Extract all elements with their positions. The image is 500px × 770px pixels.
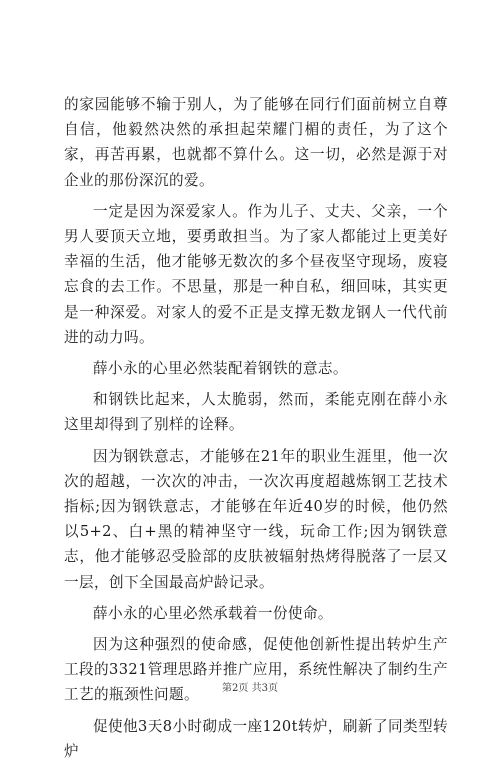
paragraph-1: 的家园能够不输于别人，为了能够在同行们面前树立自尊自信，他毅然决然的承担起荣耀门楣的责任，为了这个家，再苦再累，也就都不算什么。这一切，必然是源于对企业的那份深沉的爱。 xyxy=(64,96,448,189)
paragraph-5: 因为钢铁意志，才能够在21年的职业生涯里，他一次次的超越，一次次的冲击，一次次再度超越炼钢工艺技术指标;因为钢铁意志，才能够在年近40岁的时候，他仍然以5+2、白+黑的精神坚守一线，玩命工作;因为钢铁意志，他才能够忍受脸部的皮肤被辐射热烤得脱落了一层又一层，创下全国最高炉龄记录。 xyxy=(64,447,448,591)
paragraph-7: 因为这种强烈的使命感，促使他创新性提出转炉生产工段的3321管理思路并推广应用，系统性解决了制约生产工艺的瓶颈性问题。 xyxy=(64,636,448,704)
document-body xyxy=(64,92,448,770)
paragraph-6: 薛小永的心里必然承载着一份使命。 xyxy=(93,604,333,622)
page-footer: 第2页 共3页 xyxy=(222,683,278,694)
paragraph-4: 和钢铁比起来，人太脆弱，然而，柔能克刚在薛小永这里却得到了别样的诠释。 xyxy=(64,391,448,434)
paragraph-2: 一定是因为深爱家人。作为儿子、丈夫、父亲，一个男人要顶天立地，要勇敢担当。为了家人都能过上更美好幸福的生活，他才能够无数次的多个昼夜坚守现场，废寝忘食的去工作。不思量，那是一种自私，细回味，其实更是一种深爱。对家人的爱不正是支撑无数龙钢人一代代前进的动力吗。 xyxy=(64,202,448,346)
paragraph-8: 促使他3天8小时砌成一座120t转炉，刷新了同类型转炉 xyxy=(64,717,448,760)
paragraph-3: 薛小永的心里必然装配着钢铁的意志。 xyxy=(93,360,348,378)
